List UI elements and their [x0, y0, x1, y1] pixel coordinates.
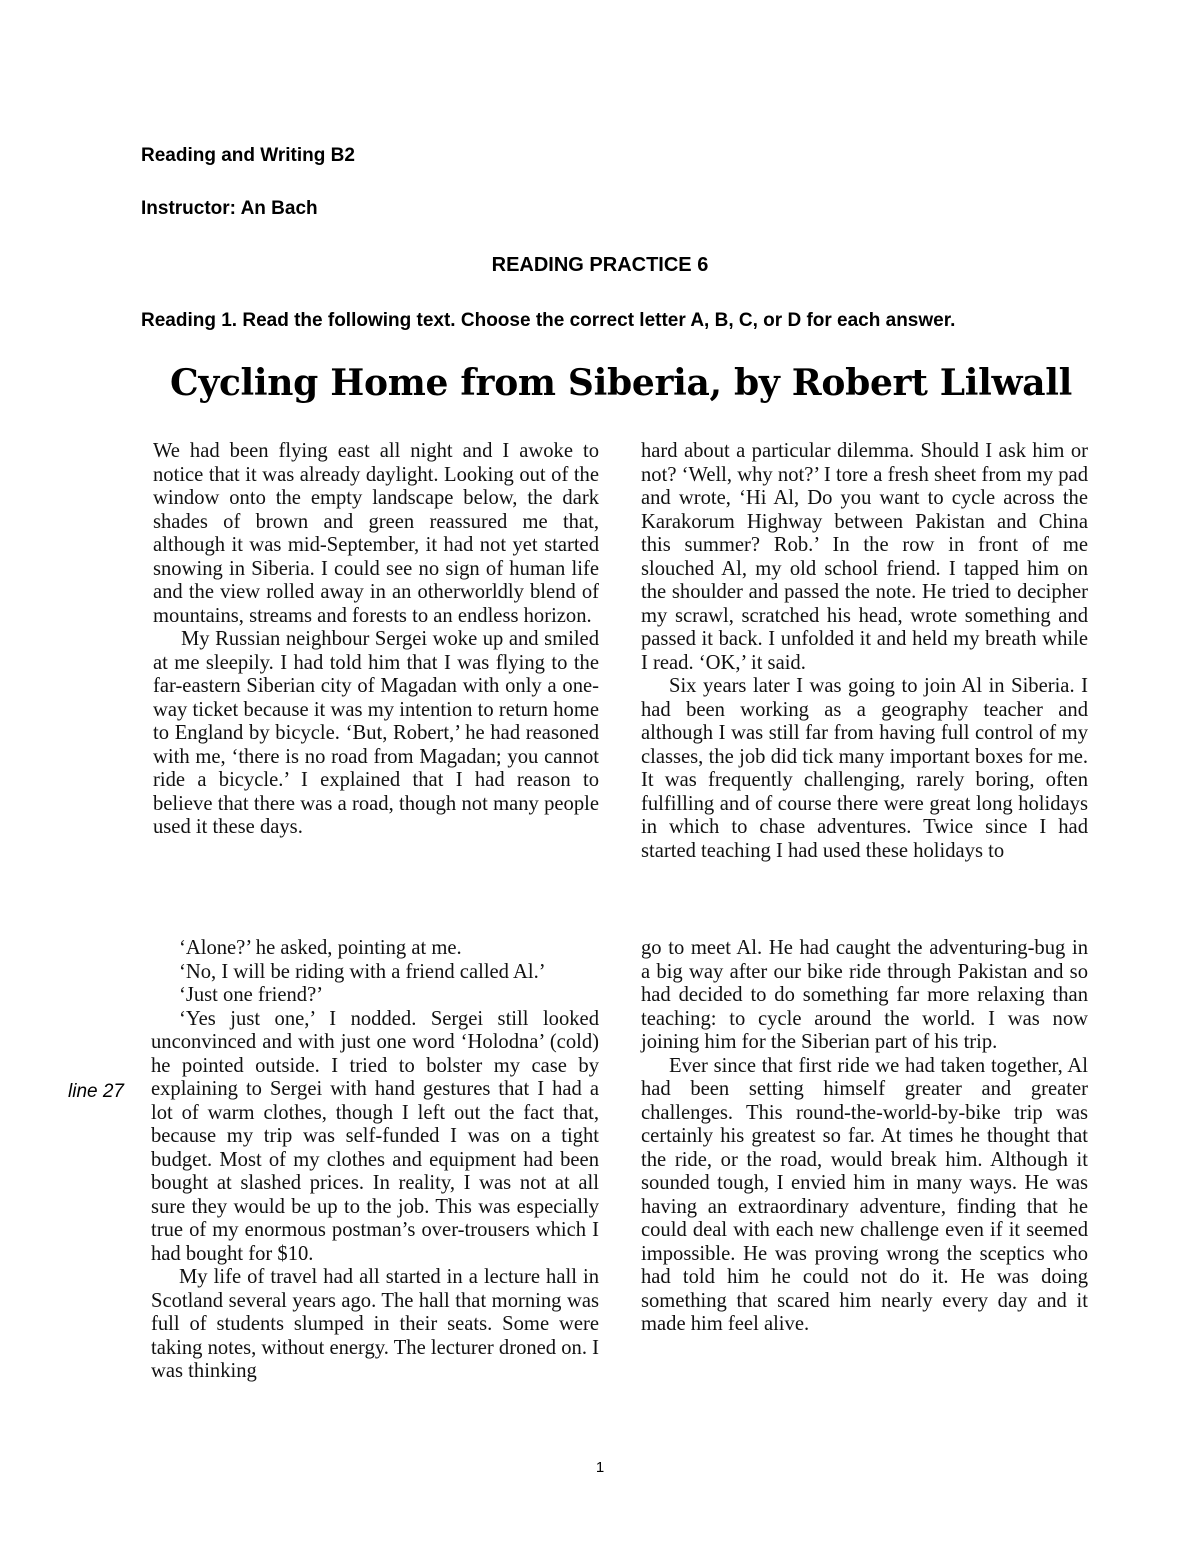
paragraph: ‘No, I will be riding with a friend called Al.’: [179, 960, 546, 983]
article-title: Cycling Home from Siberia, by Robert Lilwall: [169, 362, 1073, 404]
paragraph: ‘Yes just one,’ I nodded. Sergei still looked unconvinced and with just one word ‘Holodna’ (cold) he pointed outside. I tried to bolster my case by explaining to Sergei with hand gestures that I had a lot of warm clothes, though I left out the fact that, because my trip was self-funded I was on a tight budget. Most of my clothes and equipment had been bought at slashed prices. In reality, I was not at all sure they would be up to the job. This was especially true of my enormous postman’s over-trousers which I had bought for $10.: [151, 1007, 599, 1265]
paragraph: We had been flying east all night and I awoke to notice that it was already daylight. Looking out of the window onto the empty landscape below, the dark shades of brown and green reassured me that, although it was mid-September, it had not yet started snowing in Siberia. I could see no sign of human life and the view rolled away in an otherworldly blend of mountains, streams and forests to an endless horizon.: [153, 440, 599, 627]
paragraph: ‘Alone?’ he asked, pointing at me.: [179, 937, 462, 959]
reading-instruction: Reading 1. Read the following text. Choose the correct letter A, B, C, or D for each answer.: [141, 310, 956, 331]
line-number-marker: line 27: [68, 1081, 124, 1102]
article-column-top-left: [153, 440, 599, 840]
paragraph: My life of travel had all started in a lecture hall in Scotland several years ago. The hall that morning was full of students slumped in their seats. Some were taking notes, without energy. The lecturer droned on. I was thinking: [151, 1266, 599, 1382]
instructor-name: Instructor: An Bach: [141, 198, 318, 219]
paragraph: Ever since that first ride we had taken together, Al had been setting himself greater and greater challenges. This round-the-world-by-bike trip was certainly his greatest so far. At times he thought that the ride, or the road, would break him. Although it sounded tough, I envied him in many ways. He was having an extraordinary adventure, finding that he could deal with each new challenge even if it seemed impossible. He was proving wrong the sceptics who had told him he could not do it. He was doing something that scared him nearly every day and it made him feel alive.: [641, 1054, 1088, 1335]
paragraph: go to meet Al. He had caught the adventuring-bug in a big way after our bike ride through Pakistan and so had decided to do something far more relaxing than teaching: to cycle around the world. I was now joining him for the Siberian part of his trip.: [641, 937, 1088, 1053]
paragraph: Six years later I was going to join Al in Siberia. I had been working as a geography teacher and although I was still far from having full control of my classes, the job did tick many important boxes for me. It was frequently challenging, rarely boring, often fulfilling and of course there were great long holidays in which to chase adventures. Twice since I had started teaching I had used these holidays to: [641, 675, 1088, 862]
paragraph: My Russian neighbour Sergei woke up and smiled at me sleepily. I had told him that I was flying to the far-eastern Siberian city of Magadan with only a one-way ticket because it was my intention to return home to England by bicycle. ‘But, Robert,’ he had reasoned with me, ‘there is no road from Magadan; you cannot ride a bicycle.’ I explained that I had reason to believe that there was a road, though not many people used it these days.: [153, 628, 599, 838]
course-title: Reading and Writing B2: [141, 145, 355, 166]
page-number: 1: [595, 1459, 605, 1476]
paragraph: ‘Just one friend?’: [179, 984, 324, 1006]
article-column-bottom-right: [641, 937, 1088, 1337]
paragraph: hard about a particular dilemma. Should I ask him or not? ‘Well, why not?’ I tore a fresh sheet from my pad and wrote, ‘Hi Al, Do you want to cycle across the Karakorum Highway between Pakistan and China this summer? Rob.’ In the row in front of me slouched Al, my old school friend. I tapped him on the shoulder and passed the note. He tried to decipher my scrawl, scratched his head, wrote something and passed it back. I unfolded it and held my breath while I read. ‘OK,’ it said.: [641, 440, 1088, 674]
article-column-bottom-left: [151, 937, 599, 1384]
article-column-top-right: [641, 440, 1088, 863]
practice-title: READING PRACTICE 6: [491, 254, 709, 276]
